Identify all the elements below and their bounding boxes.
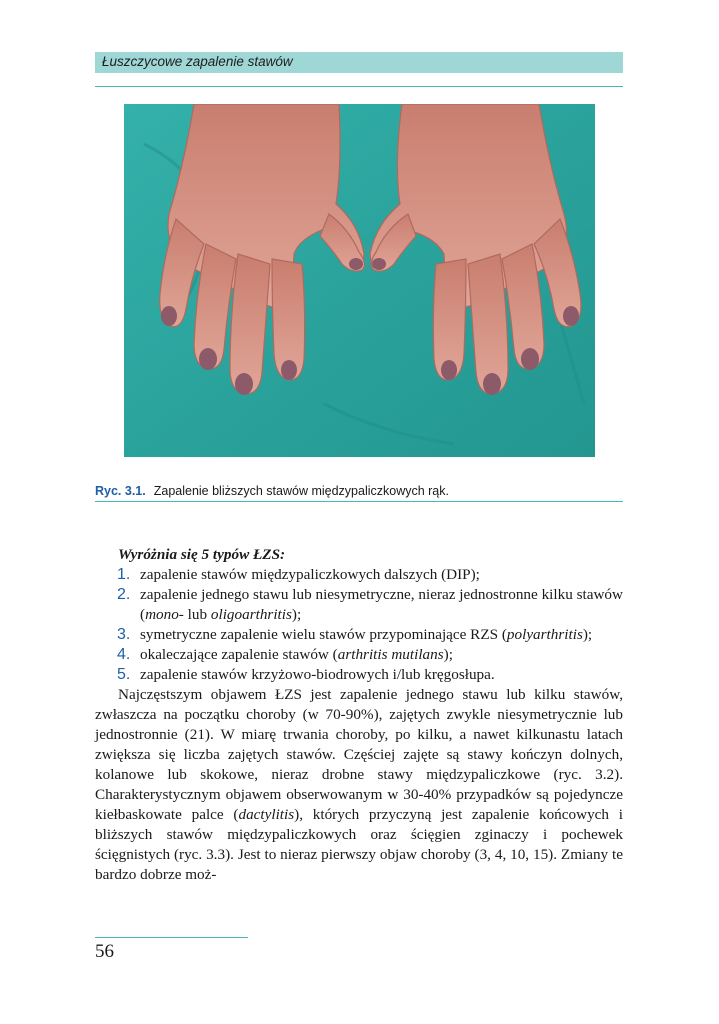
list-lead: Wyróżnia się 5 typów ŁZS: (118, 546, 286, 563)
paragraph-italic: dactylitis (238, 806, 295, 823)
list-item-text: zapalenie stawów międzypaliczkowych dalszych (DIP); (140, 566, 480, 583)
footer-rule (95, 937, 248, 938)
caption-rule (95, 501, 623, 502)
running-header-title: Łuszczycowe zapalenie stawów (102, 54, 293, 69)
paragraph-text: ), których przyczyną jest zapalenie końcowych i bliższych stawów międzypaliczkowych oraz ścięgien zginaczy i pochewek ścięgnistych (ryc. 3.3). Jest to nieraz pierwszy objaw choroby (3, 4, 10, 15). Zmiany te bardzo dobrze moż- (95, 806, 623, 883)
figure-label: Ryc. 3.1. (95, 484, 146, 498)
list-item-text: ); (443, 646, 453, 663)
body-paragraph (95, 685, 623, 885)
list-item-text: ); (582, 626, 593, 643)
header-rule (95, 86, 623, 87)
list-item-italic: arthritis mutilans (337, 646, 444, 663)
list-item-3 (95, 625, 623, 645)
list-item-4 (95, 645, 623, 665)
list-number: 4. (117, 646, 131, 663)
list-item-text: zapalenie jednego stawu lub niesymetryczne, nieraz jednostronne kilku stawów ( (140, 586, 623, 623)
list-item-text: lub (183, 606, 211, 623)
figure-caption-text: Zapalenie bliższych stawów międzypaliczkowych rąk. (153, 484, 449, 498)
list-item-text: okaleczające zapalenie stawów ( (140, 646, 338, 663)
list-item-italic: polyarthritis (506, 626, 583, 643)
list-item-italic: oligoarthritis (210, 606, 292, 623)
figure-caption (95, 484, 623, 498)
list-number: 1. (117, 566, 131, 583)
list-number: 2. (117, 586, 131, 603)
figure-photo-hands (124, 104, 595, 457)
hands-illustration (124, 104, 595, 457)
list-item-1 (95, 565, 623, 585)
list-number: 5. (117, 666, 131, 683)
paragraph-text: Najczęstszym objawem ŁZS jest zapalenie jednego stawu lub kilku stawów, zwłaszcza na początku choroby (w 70-90%), zajętych zwykle niesymetrycznie lub jednostronnie (21). W miarę trwania choroby, po kilku, a nawet kilkunastu latach zwiększa się liczba zajętych stawów. Częściej zajęte są stawy kończyn dolnych, kolanowe lub skokowe, nieraz drobne stawy międzypaliczkowe (ryc. 3.2). Charakterystycznym objawem obserwowanym w 30-40% przypadków są pojedyncze kiełbaskowate palce ( (95, 686, 623, 823)
list-item-text: ); (291, 606, 302, 623)
list-item-text: symetryczne zapalenie wielu stawów przypominające RZS ( (140, 626, 507, 643)
body-text-block (95, 545, 623, 885)
page-number: 56 (95, 941, 114, 962)
list-item-2 (95, 585, 623, 625)
list-item-text: zapalenie stawów krzyżowo-biodrowych i/lub kręgosłupa. (140, 666, 495, 683)
list-item-italic: mono- (145, 606, 184, 623)
list-item-5 (95, 665, 623, 685)
list-number: 3. (117, 626, 131, 643)
